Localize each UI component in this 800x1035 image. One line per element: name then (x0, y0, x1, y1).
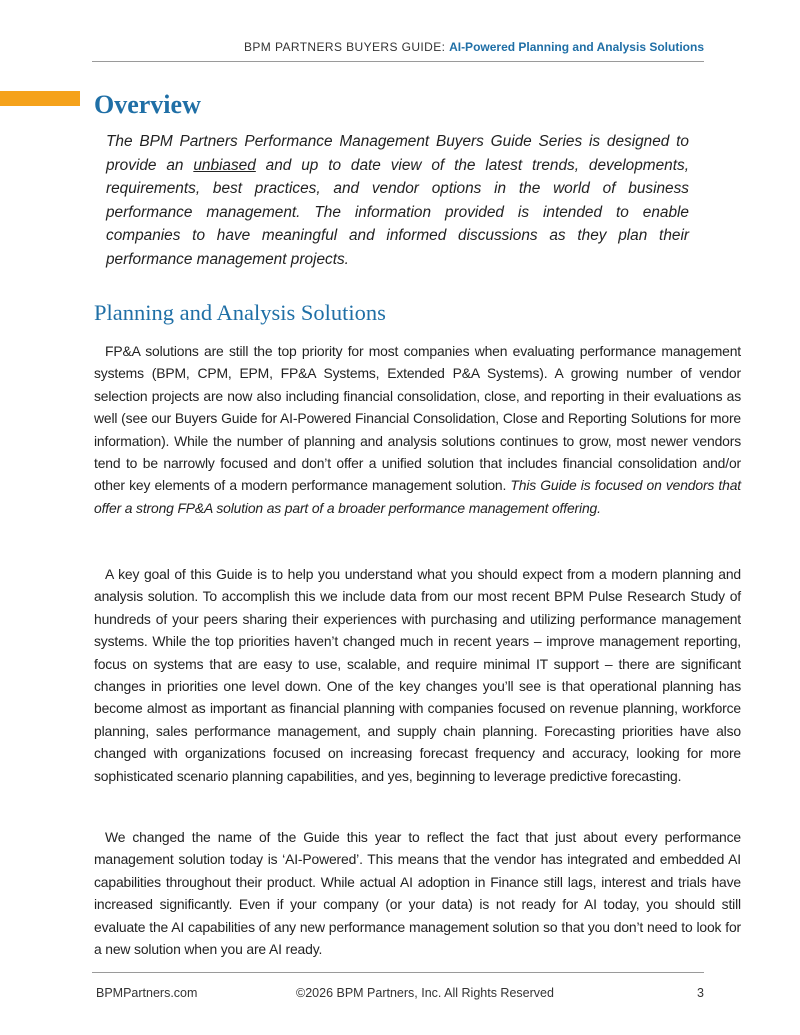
paragraph-2: A key goal of this Guide is to help you understand what you should expect from a modern planning and analysis solution. To accomplish this we include data from our most recent BPM Pulse Research Study of hundreds of your peers sharing their experiences with purchasing and utilizing performance management systems. While the top priorities haven’t changed much in recent years – improve management reporting, focus on systems that are easy to use, scalable, and require minimal IT support – there are significant changes in priorities one level down. One of the key changes you’ll see is that operational planning has become almost as important as financial planning with companies focused on revenue planning, workforce planning, sales performance management, and supply chain planning. Forecasting priorities have also changed with organizations focused on increasing forecast frequency and accuracy, looking for more sophisticated scenario planning capabilities, and yes, beginning to leverage predictive forecasting. (94, 566, 741, 784)
accent-bar (0, 91, 80, 106)
paragraph-1-italic: This Guide is focused on vendors that offer a strong FP&A solution as part of a broader performance management offering. (94, 477, 741, 516)
page-header (92, 40, 704, 54)
header-divider (92, 61, 704, 62)
intro-underlined-word: unbiased (193, 156, 256, 174)
overview-heading: Overview (94, 90, 201, 119)
section-heading: Planning and Analysis Solutions (94, 300, 386, 325)
paragraph-1 (94, 340, 741, 519)
footer-site: BPMPartners.com (96, 986, 198, 1000)
footer-copyright: ©2026 BPM Partners, Inc. All Rights Reserved (296, 986, 554, 1000)
header-title: AI-Powered Planning and Analysis Solutions (449, 40, 704, 54)
paragraph-3: We changed the name of the Guide this year to reflect the fact that just about every performance management solution today is ‘AI-Powered’. This means that the vendor has integrated and embedded AI capabilities throughout their product. While actual AI adoption in Finance still lags, interest and trials have increased significantly. Even if your company (or your data) is not ready for AI today, you should still evaluate the AI capabilities of any new performance management solution so that you don’t need to look for a new solution when you are AI ready. (94, 829, 741, 958)
header-label: BPM PARTNERS BUYERS GUIDE: (244, 40, 446, 54)
footer-divider (92, 972, 704, 973)
page-number: 3 (697, 986, 704, 1000)
intro-text-2: and up to date view of the latest trends, developments, requirements, best practices, and vendor options in the world of business performance management. The information provided is intended to enable companies to have meaningful and informed discussions as they plan their performance management projects. (106, 156, 689, 268)
paragraph-1-main: FP&A solutions are still the top priority for most companies when evaluating performance management systems (BPM, CPM, EPM, FP&A Systems, Extended P&A Systems). A growing number of vendor selection projects are now also including financial consolidation, close, and reporting in their evaluations as well (see our Buyers Guide for AI-Powered Financial Consolidation, Close and Reporting Solutions for more information). While the number of planning and analysis solutions continues to grow, most newer vendors tend to be narrowly focused and don’t offer a unified solution that includes financial consolidation and/or other key elements of a modern performance management solution. (94, 343, 741, 494)
overview-intro (106, 130, 689, 271)
intro-text-1: The BPM Partners Performance Management Buyers Guide Series is designed to provide an (106, 133, 689, 174)
